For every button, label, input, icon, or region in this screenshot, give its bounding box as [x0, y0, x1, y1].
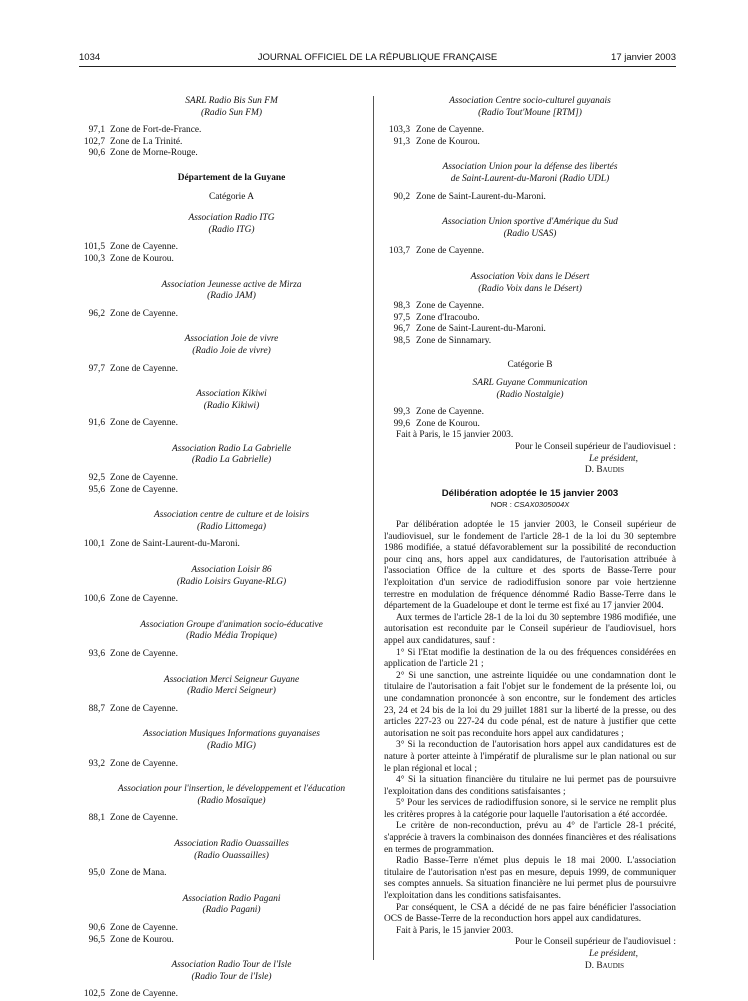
body-paragraph: Par conséquent, le CSA a décidé de ne pas faire bénéficier l'association OCS de Basse-Terre de la reconduction hors appel aux candidatures.	[384, 902, 676, 925]
freq-row	[384, 313, 676, 325]
zone: Zone d'Iracoubo.	[416, 312, 480, 323]
frequency: 90,6	[88, 922, 105, 933]
zone: Zone de Sinnamary.	[416, 335, 492, 346]
frequency: 100,3	[83, 253, 105, 264]
freq-row	[79, 418, 364, 430]
zone: Zone de Kourou.	[110, 253, 174, 264]
zone: Zone de Kourou.	[110, 934, 174, 945]
frequency: 95,6	[88, 484, 105, 495]
zone: Zone de Saint-Laurent-du-Maroni.	[416, 191, 546, 202]
assoc-title: SARL Guyane Communication	[472, 378, 588, 389]
signature-place-date: Fait à Paris, le 15 janvier 2003.	[396, 925, 514, 936]
assoc-subtitle: (Radio Tout'Moune [RTM])	[478, 107, 582, 118]
signature-line: Pour le Conseil supérieur de l'audiovisuel :	[514, 937, 676, 948]
signature-place-date: Fait à Paris, le 15 janvier 2003.	[396, 430, 514, 441]
freq-row	[384, 301, 676, 313]
assoc-title: Association centre de culture et de loisirs	[153, 510, 309, 521]
zone: Zone de Cayenne.	[110, 363, 178, 374]
signature-name: D. Baudis	[584, 465, 624, 476]
assoc-title: Association Joie de vivre	[184, 334, 279, 345]
assoc-subtitle: (Radio ITG)	[208, 224, 255, 235]
frequency: 90,2	[393, 191, 410, 202]
signature-title: Le président,	[589, 949, 638, 959]
freq-row	[79, 813, 364, 825]
zone: Zone de Cayenne.	[110, 242, 178, 253]
frequency: 101,5	[83, 242, 105, 253]
zone: Zone de Cayenne.	[110, 308, 178, 319]
frequency: 93,6	[88, 649, 105, 659]
frequency: 100,6	[83, 594, 105, 605]
assoc-title: Association Radio Tour de l'Isle	[171, 960, 292, 971]
journal-title: JOURNAL OFFICIEL DE LA RÉPUBLIQUE FRANÇAISE	[257, 52, 498, 63]
body-paragraph: Aux termes de l'article 28-1 de la loi du 30 septembre 1986 modifiée, une autorisation est reconduite par le Conseil supérieur de l'audiovisuel, hors appel aux candidatures, sauf :	[384, 612, 676, 646]
zone: Zone de Cayenne.	[416, 125, 484, 136]
assoc-subtitle: (Radio Voix dans le Désert)	[478, 283, 582, 294]
freq-row	[384, 336, 676, 348]
assoc-title: Association Radio ITG	[188, 213, 275, 224]
body-paragraph: Le critère de non-reconduction, prévu au 4° de l'article 28-1 précité, s'apprécie à travers la combinaison des données financières et des réalisations en termes de programmation.	[384, 821, 676, 855]
freq-row	[79, 539, 364, 551]
assoc-subtitle: (Radio Merci Seigneur)	[187, 686, 276, 697]
assoc-subtitle: (Radio Tour de l'Isle)	[191, 971, 272, 982]
freq-row: 99,3 Zone de Cayenne.	[393, 407, 484, 418]
frequency: 97,7	[88, 363, 105, 374]
freq-row	[384, 246, 676, 258]
zone: Zone de Cayenne.	[110, 649, 178, 659]
freq-row	[384, 324, 676, 336]
assoc-subtitle: (Radio Ouassailles)	[194, 850, 269, 861]
zone: Zone de Cayenne.	[110, 922, 178, 933]
frequency: 95,0	[88, 868, 105, 879]
frequency: 96,7	[393, 324, 410, 335]
assoc-title: Association Radio Pagani	[182, 893, 281, 904]
frequency: 98,3	[393, 301, 410, 312]
freq-row	[79, 868, 364, 880]
signature-name: D. Baudis	[584, 960, 624, 971]
assoc-title: Association Centre socio-culturel guyanais	[449, 96, 611, 106]
nor-reference: NOR : CSAX0305004X	[490, 500, 570, 510]
frequency: 88,1	[88, 813, 105, 824]
freq-row	[79, 594, 364, 606]
issue-date: 17 janvier 2003	[611, 52, 676, 63]
frequency: 98,5	[393, 335, 410, 346]
body-paragraph: Par délibération adoptée le 15 janvier 2003, le Conseil supérieur de l'audiovisuel, sur le fondement de l'article 28-1 de la loi du 30 septembre 1986 modifiée, a statué défavorablement sur la possibilité de reconduction pour cinq ans, hors appel aux candidatures, de l'autorisation attribuée à l'association Office de la culture et des sports de Basse-Terre pour l'exploitation d'un service de radiodiffusion sonore par voie hertzienne terrestre en modulation de fréquence dénommé Radio Basse-Terre dans le département de la Guadeloupe et dont le terme est fixé au 17 janvier 2004.	[384, 520, 676, 612]
assoc-title: Association Groupe d'animation socio-éducative	[140, 619, 323, 630]
zone: Zone de Cayenne.	[416, 246, 484, 257]
assoc-title: Association Kikiwi	[196, 389, 267, 400]
department-heading: Département de la Guyane	[177, 172, 286, 183]
freq-row	[79, 473, 364, 485]
zone: Zone de Cayenne.	[110, 758, 178, 769]
freq-row	[79, 923, 364, 935]
zone: Zone de Cayenne.	[110, 989, 178, 1000]
page-header	[79, 52, 676, 66]
freq-row	[384, 125, 676, 137]
assoc-title: Association Musiques Informations guyanaises	[143, 729, 320, 740]
assoc-title: Association Loisir 86	[191, 565, 272, 576]
signature-line: Pour le Conseil supérieur de l'audiovisuel :	[514, 442, 676, 453]
category-heading: Catégorie A	[208, 191, 255, 202]
freq-row	[79, 649, 364, 661]
body-paragraph: 5° Pour les services de radiodiffusion sonore, si le service ne remplit plus les critères propres à la catégorie pour laquelle l'autorisation a été accordée.	[384, 798, 676, 820]
zone: Zone de Saint-Laurent-du-Maroni.	[416, 324, 546, 335]
assoc-subtitle: (Radio Joie de vivre)	[192, 345, 271, 356]
freq-row: 90,6 Zone de Morne-Rouge.	[88, 148, 198, 159]
assoc-title: SARL Radio Bis Sun FM	[185, 96, 278, 106]
signature-title: Le président,	[589, 453, 638, 464]
header-rule	[79, 66, 676, 67]
zone: Zone de Cayenne.	[110, 594, 178, 605]
freq-row	[79, 254, 364, 266]
assoc-subtitle: (Radio Sun FM)	[201, 107, 262, 118]
freq-row	[79, 935, 364, 947]
assoc-title: Association Radio La Gabrielle	[171, 443, 291, 454]
deliberation-title: Délibération adoptée le 15 janvier 2003	[441, 487, 619, 499]
body-paragraph: 2° Si une sanction, une astreinte liquidée ou une condamnation dont le titulaire de l'autorisation a fait l'objet sur le fondement de la présente loi, ou une condamnation prononcée à son encontre, sur le fondement des articles 23, 24 et 24 bis de la loi du 29 juillet 1881 sur la liberté de la presse, ou des articles 227-23 ou 227-24 du code pénal, est de nature à justifier que cette autorisation ne soit pas reconduite hors appel aux candidatures ;	[384, 670, 676, 739]
body-paragraph: 1° Si l'Etat modifie la destination de la ou des fréquences considérées en application de l'article 21 ;	[384, 647, 676, 670]
frequency: 103,3	[388, 125, 410, 136]
frequency: 91,3	[393, 136, 410, 147]
frequency: 102,5	[83, 989, 105, 1000]
page-number: 1034	[79, 52, 101, 63]
frequency: 93,2	[88, 758, 105, 769]
freq-row: 102,7 Zone de La Trinité.	[83, 136, 183, 147]
frequency: 96,2	[88, 308, 105, 319]
column-divider	[373, 96, 374, 960]
zone: Zone de Kourou.	[416, 136, 480, 147]
assoc-subtitle: (Radio Mosaïque)	[197, 795, 266, 806]
assoc-subtitle: (Radio Média Tropique)	[186, 631, 277, 642]
body-paragraph: 3° Si la reconduction de l'autorisation hors appel aux candidatures est de nature à porter atteinte à l'impératif de pluralisme sur le plan national ou sur le plan régional et local ;	[384, 740, 676, 774]
assoc-title: Association Union sportive d'Amérique du Sud	[442, 217, 618, 228]
freq-row	[79, 989, 364, 1001]
freq-row: 99,6 Zone de Kourou.	[393, 418, 480, 429]
freq-row	[384, 192, 676, 204]
zone: Zone de Cayenne.	[110, 813, 178, 824]
assoc-subtitle: (Radio Kikiwi)	[203, 400, 260, 411]
assoc-subtitle: (Radio USAS)	[503, 228, 557, 239]
assoc-subtitle: (Radio La Gabrielle)	[191, 455, 272, 466]
zone: Zone de Cayenne.	[110, 484, 178, 495]
frequency: 97,5	[393, 312, 410, 323]
zone: Zone de Cayenne.	[110, 418, 178, 429]
frequency: 100,1	[83, 539, 105, 550]
assoc-subtitle: (Radio Loisirs Guyane-RLG)	[176, 576, 287, 587]
zone: Zone de Cayenne.	[416, 301, 484, 312]
assoc-subtitle: (Radio Nostalgie)	[496, 389, 564, 400]
frequency: 92,5	[88, 473, 105, 484]
freq-row	[384, 137, 676, 149]
freq-row	[79, 309, 364, 321]
assoc-title: Association Radio Ouassailles	[174, 838, 289, 849]
freq-row	[79, 242, 364, 254]
freq-row	[79, 485, 364, 497]
zone: Zone de Cayenne.	[110, 703, 178, 714]
left-column	[79, 96, 364, 1001]
assoc-subtitle: de Saint-Laurent-du-Maroni (Radio UDL)	[450, 173, 610, 184]
frequency: 103,7	[388, 246, 410, 257]
assoc-subtitle: (Radio Littomega)	[196, 521, 266, 532]
frequency: 88,7	[88, 703, 105, 714]
freq-row	[79, 364, 364, 376]
frequency: 96,5	[88, 934, 105, 945]
assoc-title: Association pour l'insertion, le développement et l'éducation	[117, 784, 346, 795]
assoc-title: Association Voix dans le Désert	[470, 271, 590, 282]
assoc-title: Association Jeunesse active de Mirza	[161, 279, 302, 290]
freq-row: 97,1 Zone de Fort-de-France.	[88, 125, 202, 136]
freq-row	[79, 704, 364, 716]
body-paragraph: 4° Si la situation financière du titulaire ne lui permet pas de poursuivre l'exploitation dans des conditions satisfaisantes ;	[384, 775, 676, 797]
assoc-subtitle: (Radio Pagani)	[202, 905, 261, 916]
assoc-subtitle: (Radio JAM)	[207, 291, 256, 302]
zone: Zone de Cayenne.	[110, 473, 178, 484]
right-column	[384, 96, 676, 972]
assoc-title: Association Merci Seigneur Guyane	[163, 674, 300, 685]
category-heading: Catégorie B	[507, 359, 553, 370]
assoc-subtitle: (Radio MIG)	[207, 740, 256, 751]
zone: Zone de Saint-Laurent-du-Maroni.	[110, 539, 240, 550]
freq-row	[79, 759, 364, 771]
frequency: 91,6	[88, 418, 105, 429]
body-paragraph: Radio Basse-Terre n'émet plus depuis le 18 mai 2000. L'association titulaire de l'autorisation n'est pas en mesure, depuis 1999, de communiquer ses comptes annuels. Sa situation financière ne lui permet plus de poursuivre l'exploitation dans les conditions satisfaisantes.	[384, 856, 676, 902]
assoc-title: Association Union pour la défense des libertés	[442, 162, 618, 173]
zone: Zone de Mana.	[110, 868, 167, 879]
